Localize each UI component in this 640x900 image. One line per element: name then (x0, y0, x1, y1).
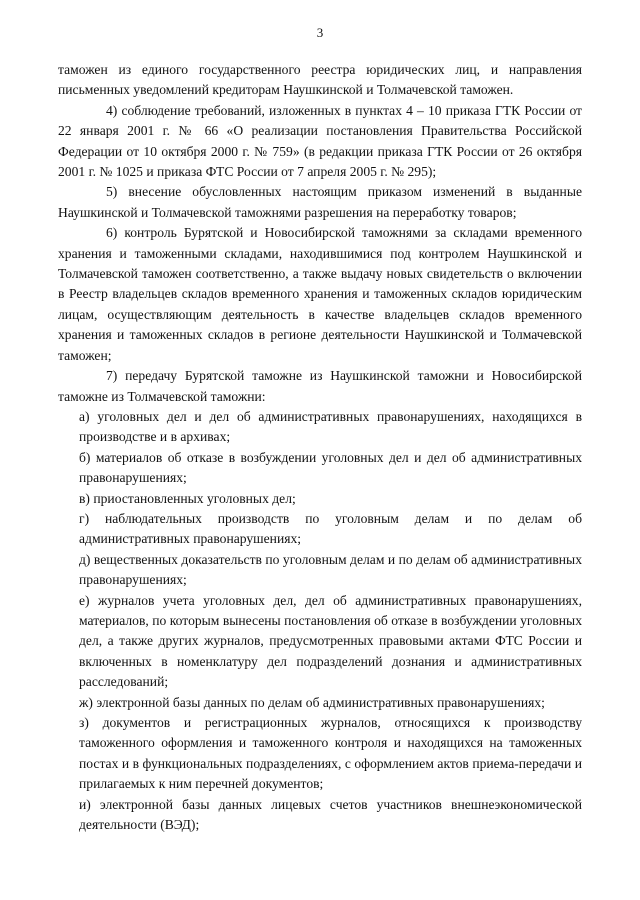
subitem-z: з) документов и регистрационных журналов, относящихся к производству таможенного оформления и таможенного контроля и находящихся на таможенных постах и в функциональных подразделениях, с оформлением актов приема-передачи и прилагаемых к ним перечней документов; (79, 715, 582, 792)
page-number: 3 (316, 25, 324, 40)
paragraph-item-5: 5) внесение обусловленных настоящим приказом изменений в выданные Наушкинской и Толмачевской таможнями разрешения на переработку товаров; (58, 184, 582, 220)
subitem-e: е) журналов учета уголовных дел, дел об административных правонарушениях, материалов, по которым вынесены постановления об отказе в возбуждении уголовных дел, а также других журналов, предусмотренных правовыми актами ФТС России и включенных в номенклатуру дел подразделений дознания и административных расследований; (79, 592, 582, 690)
paragraph-item-7: 7) передачу Бурятской таможне из Наушкинской таможни и Новосибирской таможне из Толмачевской таможни: (58, 368, 582, 404)
document-body (58, 60, 582, 835)
subitem-v: в) приостановленных уголовных дел; (79, 490, 296, 506)
subitem-i: и) электронной базы данных лицевых счетов участников внешнеэкономической деятельности (ВЭД); (79, 796, 582, 833)
subitem-zh: ж) электронной базы данных по делам об административных правонарушениях; (79, 694, 545, 710)
subitem-b: б) материалов об отказе в возбуждении уголовных дел и дел об административных правонарушениях; (79, 449, 582, 486)
paragraph-continuation: таможен из единого государственного реестра юридических лиц, и направления письменных уведомлений кредиторам Наушкинской и Толмачевской таможен. (58, 62, 582, 98)
subitem-d: д) вещественных доказательств по уголовным делам и по делам об административных правонарушениях; (79, 551, 582, 588)
paragraph-item-6: 6) контроль Бурятской и Новосибирской таможнями за складами временного хранения и таможенными складами, находившимися под контролем Наушкинской и Толмачевской таможен соответственно, а также выдачу новых свидетельств о включении в Реестр владельцев складов временного хранения и таможенных складов юридическим лицам, осуществляющим деятельность в качестве владельцев складов временного хранения и таможенных складов в регионе деятельности Наушкинской и Толмачевской таможен; (58, 225, 582, 363)
subitem-g: г) наблюдательных производств по уголовным делам и по делам об административных правонарушениях; (79, 510, 582, 547)
subitem-a: а) уголовных дел и дел об административных правонарушениях, находящихся в производстве и в архивах; (79, 408, 582, 445)
paragraph-item-4: 4) соблюдение требований, изложенных в пунктах 4 – 10 приказа ГТК России от 22 января 2001 г. № 66 «О реализации постановления Правительства Российской Федерации от 10 октября 2000 г. № 759» (в редакции приказа ГТК России от 26 октября 2001 г. № 1025 и приказа ФТС России от 7 апреля 2005 г. № 295); (58, 102, 582, 180)
